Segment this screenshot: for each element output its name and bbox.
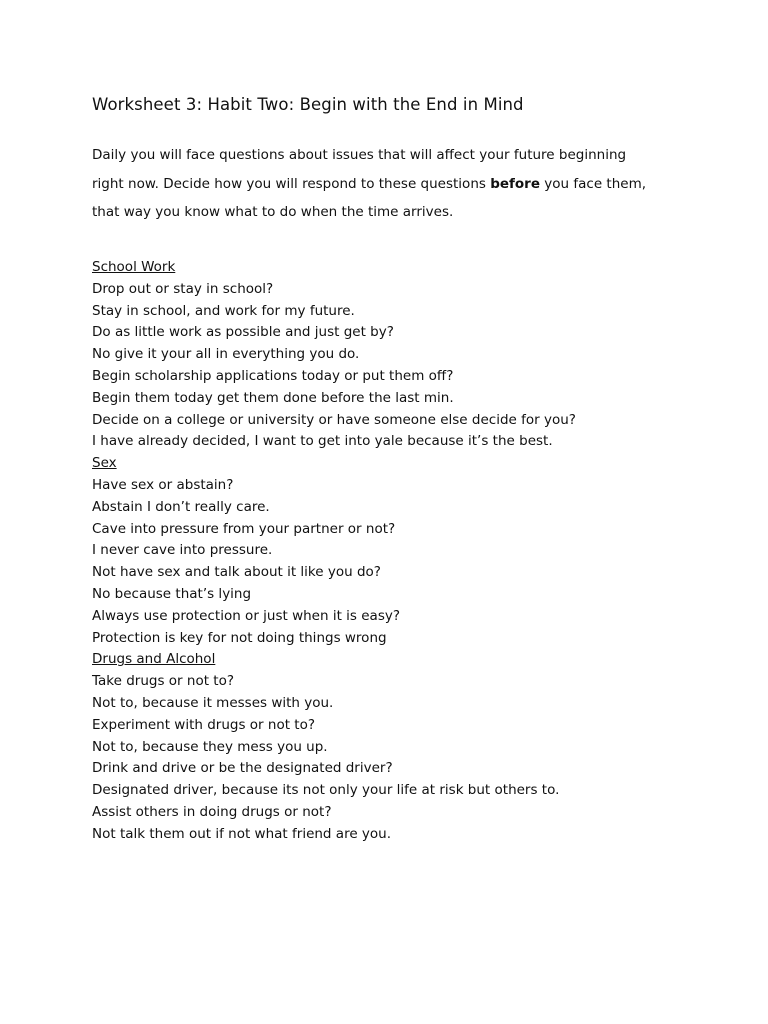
intro-emphasis: before [490, 175, 540, 192]
answer-line: Not to, because they mess you up. [92, 738, 328, 755]
worksheet-content [92, 257, 712, 846]
question-line: Not have sex and talk about it like you do? [92, 564, 381, 581]
answer-line: No give it your all in everything you do. [92, 346, 360, 363]
question-line: Experiment with drugs or not to? [92, 716, 316, 733]
answer-line: Protection is key for not doing things wrong [92, 629, 387, 646]
answer-line: Stay in school, and work for my future. [92, 302, 355, 319]
answer-line: Abstain I don’t really care. [92, 498, 270, 515]
answer-line: I never cave into pressure. [92, 542, 273, 559]
section-heading-sex: Sex [92, 455, 117, 472]
question-line: Drop out or stay in school? [92, 280, 274, 297]
question-line: Drink and drive or be the designated driver? [92, 760, 393, 777]
answer-line: No because that’s lying [92, 585, 252, 602]
question-line: Do as little work as possible and just get by? [92, 324, 394, 341]
section-heading-school-work: School Work [92, 259, 176, 275]
intro-line: Daily you will face questions about issues that will affect your future beginning [92, 147, 627, 163]
question-line: Assist others in doing drugs or not? [92, 803, 332, 820]
intro-text: right now. Decide how you will respond to these questions [92, 175, 491, 192]
intro-text: you face them, [539, 175, 647, 192]
intro-paragraph [92, 144, 692, 230]
question-line: Take drugs or not to? [92, 673, 235, 690]
question-line: Begin scholarship applications today or put them off? [92, 367, 454, 384]
question-line: Cave into pressure from your partner or not? [92, 520, 396, 537]
answer-line: Begin them today get them done before the last min. [92, 389, 454, 406]
answer-line: Designated driver, because its not only your life at risk but others to. [92, 782, 560, 799]
answer-line: I have already decided, I want to get into yale because it’s the best. [92, 433, 553, 450]
question-line: Decide on a college or university or have someone else decide for you? [92, 411, 576, 428]
intro-line [92, 173, 692, 202]
page-title: Worksheet 3: Habit Two: Begin with the End in Mind [92, 95, 524, 114]
question-line: Always use protection or just when it is easy? [92, 607, 401, 624]
section-heading-drugs-and-alcohol: Drugs and Alcohol [92, 651, 216, 668]
answer-line: Not talk them out if not what friend are you. [92, 825, 392, 842]
intro-line: that way you know what to do when the time arrives. [92, 204, 454, 220]
question-line: Have sex or abstain? [92, 476, 234, 493]
answer-line: Not to, because it messes with you. [92, 694, 334, 711]
